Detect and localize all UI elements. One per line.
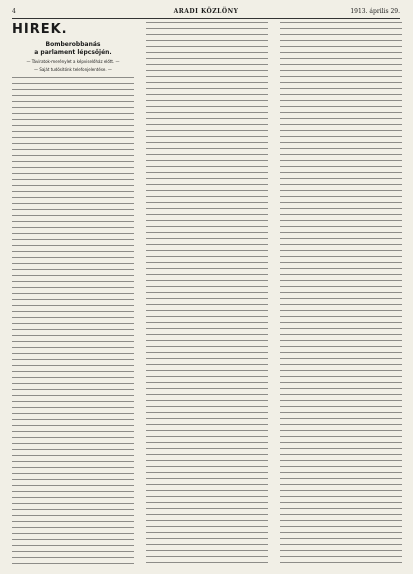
column-3 [280, 22, 402, 567]
column-1 [12, 22, 134, 567]
column-2-body-text [146, 22, 268, 567]
column-2 [146, 22, 268, 567]
masthead: ARADI KÖZLÖNY [173, 8, 239, 15]
section-heading: HÍREK. [12, 22, 68, 37]
page-header [12, 6, 400, 18]
column-3-body-text [280, 22, 402, 567]
article-body-text [12, 77, 134, 567]
article-headline [12, 41, 134, 57]
headline-line-1: Bomberobbanás [45, 41, 101, 48]
article-byline: — Saját tudósítónk telefonjelentése. — [34, 67, 112, 72]
issue-date: 1913. április 29. [350, 8, 400, 15]
article-subheadline: — Táviratok-merénylet a képviselőház előtt. — [26, 59, 120, 64]
page-number: 4 [12, 8, 16, 15]
headline-line-2: a parlament lépcsőjén. [34, 49, 112, 56]
header-rule [12, 18, 400, 19]
